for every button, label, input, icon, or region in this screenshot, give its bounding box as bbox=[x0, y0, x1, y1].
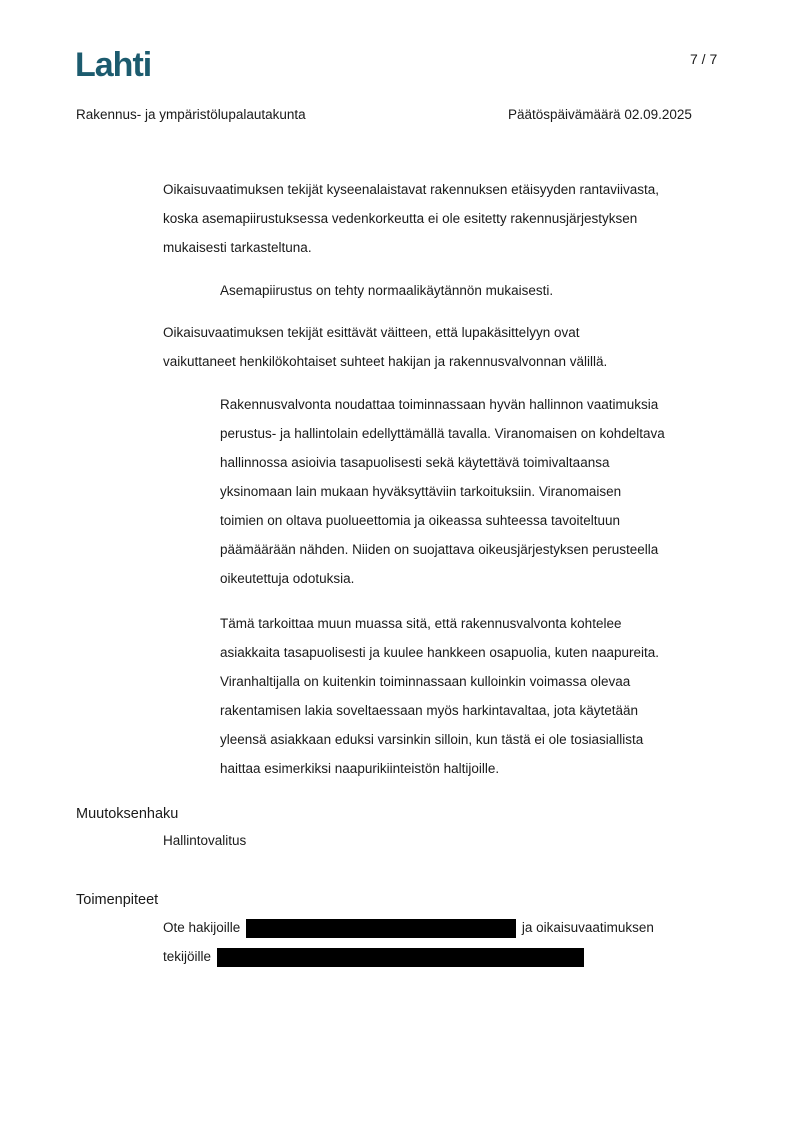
logo-text: Lahti bbox=[75, 46, 152, 82]
appeal-value: Hallintovalitus bbox=[163, 833, 247, 848]
paragraph-objection-distance bbox=[163, 175, 723, 262]
committee-name: Rakennus- ja ympäristölupalautakunta bbox=[76, 107, 306, 122]
text-line: Tämä tarkoittaa muun muassa sitä, että rakennusvalvonta kohtelee bbox=[220, 616, 622, 631]
text-line: Viranhaltijalla on kuitenkin toiminnassaan kulloinkin voimassa olevaa bbox=[220, 674, 631, 689]
text-line: yksinomaan lain mukaan hyväksyttäviin tarkoituksiin. Viranomaisen bbox=[220, 484, 622, 499]
decision-date: Päätöspäivämäärä 02.09.2025 bbox=[508, 107, 692, 122]
lahti-logo bbox=[75, 46, 167, 82]
paragraph-response-discretion bbox=[220, 609, 720, 783]
text-line: perustus- ja hallintolain edellyttämällä tavalla. Viranomaisen on kohdeltava bbox=[220, 426, 665, 441]
actions-objectors-prefix: tekijöille bbox=[163, 949, 212, 964]
page-number: 7 / 7 bbox=[690, 51, 718, 67]
paragraph-objection-relations bbox=[163, 318, 723, 376]
text-line: toimien on oltava puolueettomia ja oikeassa suhteessa tavoiteltuun bbox=[220, 513, 621, 528]
text-line: hallinnossa asioivia tasapuolisesti sekä käytettävä toimivaltaansa bbox=[220, 455, 610, 470]
paragraph-response-site-plan bbox=[220, 276, 720, 305]
text-line: haittaa esimerkiksi naapurikiinteistön haltijoille. bbox=[220, 761, 500, 776]
text-line: oikeutettuja odotuksia. bbox=[220, 571, 355, 586]
text-line: koska asemapiirustuksessa vedenkorkeutta ei ole esitetty rakennusjärjestyksen bbox=[163, 211, 638, 226]
text-line: yleensä asiakkaan eduksi varsinkin silloin, kun tästä ei ole tosiasiallista bbox=[220, 732, 644, 747]
actions-line-2 bbox=[163, 942, 584, 971]
text-line: päämäärään nähden. Niiden on suojattava oikeusjärjestyksen perusteella bbox=[220, 542, 659, 557]
actions-recipients-suffix: ja oikaisuvaatimuksen bbox=[521, 920, 654, 935]
text-line: Asemapiirustus on tehty normaalikäytännön mukaisesti. bbox=[220, 283, 554, 298]
actions-heading: Toimenpiteet bbox=[76, 892, 159, 908]
text-line: vaikuttaneet henkilökohtaiset suhteet hakijan ja rakennusvalvonnan välillä. bbox=[163, 354, 608, 369]
paragraph-response-good-governance bbox=[220, 390, 720, 593]
appeal-heading: Muutoksenhaku bbox=[76, 806, 179, 822]
actions-line-1 bbox=[163, 913, 654, 942]
text-line: Rakennusvalvonta noudattaa toiminnassaan hyvän hallinnon vaatimuksia bbox=[220, 397, 659, 412]
text-line: Oikaisuvaatimuksen tekijät esittävät väitteen, että lupakäsittelyyn ovat bbox=[163, 325, 580, 340]
actions-recipients-prefix: Ote hakijoille bbox=[163, 920, 241, 935]
text-line: asiakkaita tasapuolisesti ja kuulee hankkeen osapuolia, kuten naapureita. bbox=[220, 645, 660, 660]
text-line: rakentamisen lakia soveltaessaan myös harkintavaltaa, jota käytetään bbox=[220, 703, 638, 718]
text-line: Oikaisuvaatimuksen tekijät kyseenalaistavat rakennuksen etäisyyden rantaviivasta, bbox=[163, 182, 660, 197]
redaction-bar bbox=[246, 919, 516, 938]
text-line: mukaisesti tarkasteltuna. bbox=[163, 240, 312, 255]
redaction-bar bbox=[217, 948, 584, 967]
